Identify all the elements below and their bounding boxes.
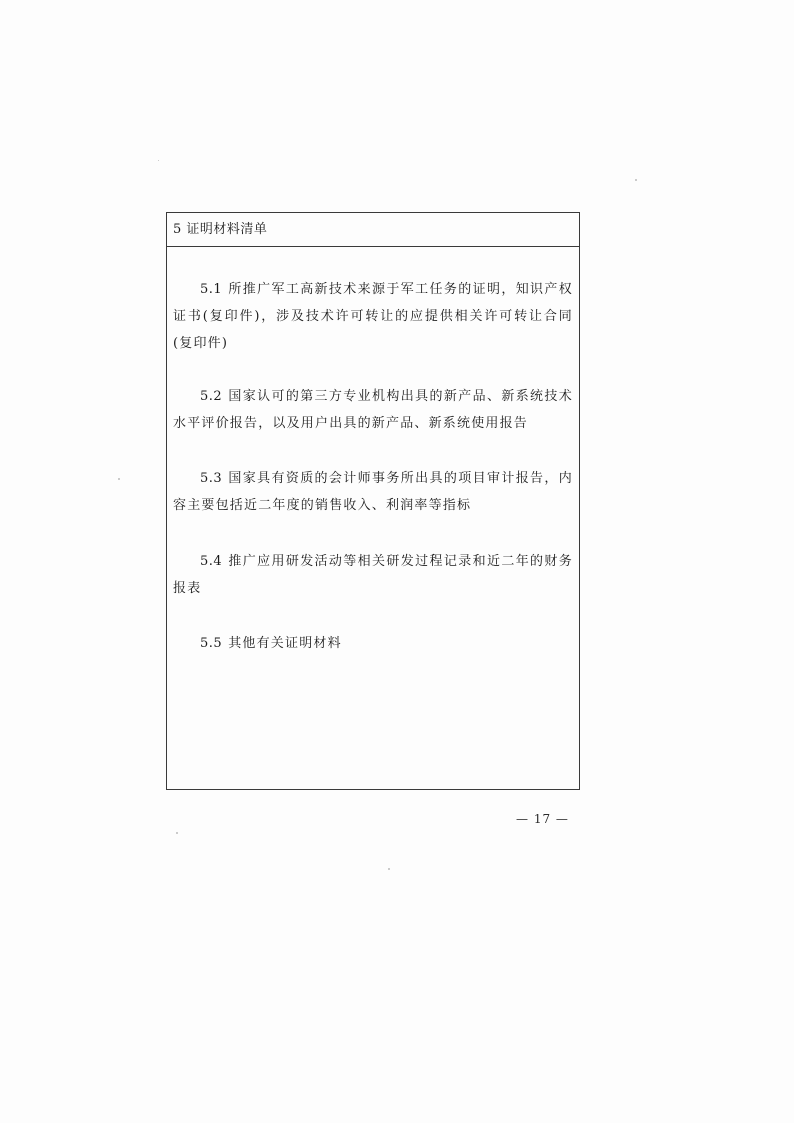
item-text: 推广应用研发活动等相关研发过程记录和近二年的财务报表 [173,554,573,596]
list-item-5-1 [173,276,573,357]
scan-speck [635,179,637,181]
scan-speck [158,160,159,161]
scan-speck [118,478,120,480]
page-number: — 17 — [516,812,569,826]
evidence-materials-table [166,212,580,790]
item-number: 5.5 [200,636,223,651]
item-number: 5.3 [200,471,223,486]
item-text: 国家认可的第三方专业机构出具的新产品、新系统技术水平评价报告，以及用户出具的新产品、新系统使用报告 [173,389,573,431]
item-number: 5.2 [200,389,223,404]
item-number: 5.4 [200,554,223,569]
scan-speck [176,832,178,834]
item-text: 国家具有资质的会计师事务所出具的项目审计报告，内容主要包括近二年度的销售收入、利润率等指标 [173,471,573,513]
list-item-5-4 [173,548,573,602]
list-item-5-3 [173,465,573,519]
scan-speck [388,868,390,870]
item-text: 其他有关证明材料 [228,636,342,651]
section-header [167,213,579,247]
item-text: 所推广军工高新技术来源于军工任务的证明，知识产权证书(复印件)，涉及技术许可转让的应提供相关许可转让合同(复印件) [173,282,573,351]
section-title: 5 证明材料清单 [173,222,268,237]
list-item-5-2 [173,383,573,437]
item-number: 5.1 [200,282,223,297]
list-item-5-5 [173,630,573,657]
